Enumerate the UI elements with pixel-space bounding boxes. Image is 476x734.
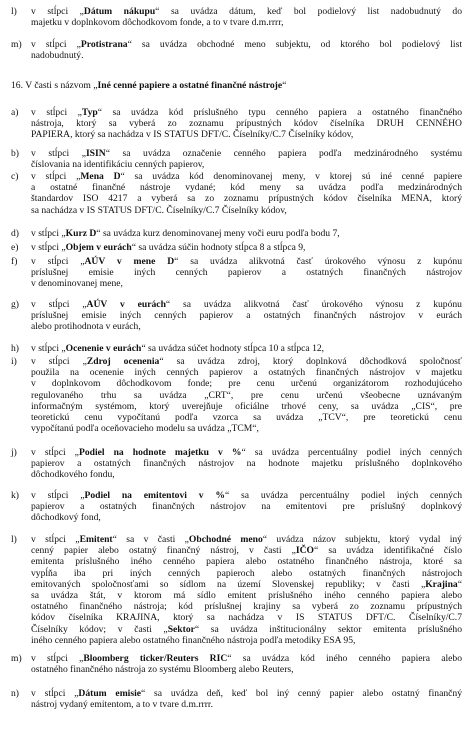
- list-item-text: [31, 490, 462, 524]
- text-segment: vypočítanú podľa oceňovacieho modelu sa uvádza „TCM“,: [31, 423, 259, 435]
- text-segment: “ sa uvádza alikvotná časť úrokového výnosu z kupónu: [165, 299, 462, 310]
- list-item-marker: a): [11, 107, 19, 118]
- text-line: [31, 447, 462, 458]
- text-line: [31, 193, 462, 204]
- text-line: [31, 501, 462, 512]
- text-segment: štandardov ISO 4217 a vyberá sa zo zoznamu prípustných kódov číselníka MENA, ktorý: [31, 193, 462, 205]
- text-segment: “ sa uvádza súčin hodnoty stĺpca 8 a stĺpca 9,: [131, 242, 306, 253]
- list-item-marker: h): [11, 343, 19, 354]
- text-segment: v denominovanej mene,: [31, 278, 123, 290]
- text-segment: a ostatné finančné nástroje vydané; kód meny sa uvádza podľa medzinárodných: [31, 182, 462, 194]
- text-segment: príslušnej emisie iných cenných papierov a ostatných finančných nástrojov: [31, 267, 462, 279]
- text-segment: emitovaných spoločnosťami so sídlom na území Slovenskej republiky; v časti „: [31, 578, 426, 590]
- text-line: [31, 50, 462, 61]
- text-line: [31, 129, 462, 140]
- text-segment: “ sa uvádza identifikačné číslo: [313, 545, 462, 557]
- list-item-text: [31, 39, 462, 61]
- text-line: [31, 568, 462, 579]
- section-heading-suffix: “: [282, 80, 287, 91]
- text-line: [31, 171, 462, 182]
- text-segment: “ sa uvádza alikvotná časť úrokového výnosu z kupónu: [174, 256, 462, 267]
- text-segment: v stĺpci „: [31, 534, 80, 545]
- text-segment: v stĺpci „: [31, 299, 87, 310]
- text-segment: “ sa uvádza dátum, keď bol podielový list nadobudnutý do: [155, 6, 463, 17]
- text-line: [31, 6, 462, 17]
- text-segment: sa nachádza v IS STATUS DFT/C. Číselníky/C.7 Číselníky kódov,: [31, 204, 287, 216]
- list-item-text: [31, 6, 462, 28]
- list-item-text: [31, 171, 462, 216]
- list-item-text: [31, 356, 462, 434]
- bold-term: Bloomberg ticker/Reuters RIC: [83, 653, 228, 664]
- text-line: [31, 601, 462, 612]
- text-segment: majetku v doplnkovom dôchodkovom fonde, a to v tvare d.m.rrrr,: [31, 17, 284, 29]
- list-item-text: [31, 447, 462, 481]
- bold-term: AÚV v mene D: [84, 256, 175, 267]
- text-segment: “ sa uvádza kurz denominovanej meny voči euru podľa bodu 7,: [96, 228, 340, 239]
- text-line: [31, 635, 462, 646]
- text-line: [31, 534, 462, 545]
- text-segment: emitenta príslušného iného cenného papiera alebo ostatného finančného nástroja, ktoré sa: [31, 556, 462, 568]
- text-segment: v stĺpci „: [31, 256, 85, 267]
- list-item-marker: b): [11, 148, 19, 159]
- bold-term: Typ: [81, 107, 98, 118]
- section-heading-prefix: 16. V časti s názvom „: [11, 80, 98, 91]
- text-segment: “ sa uvádza deň, keď bol iný cenný papier alebo ostatný finančný: [141, 688, 462, 699]
- text-segment: v stĺpci „: [31, 356, 87, 367]
- bold-term: Protistrana: [80, 39, 128, 50]
- list-item-text: [31, 242, 462, 253]
- text-segment: v stĺpci „: [31, 688, 79, 699]
- text-line: [31, 159, 462, 170]
- text-segment: “ sa uvádza súčet hodnoty stĺpca 10 a stĺpca 12,: [141, 343, 325, 354]
- text-segment: v stĺpci „: [31, 242, 66, 253]
- text-line: [31, 469, 462, 480]
- list-item-marker: g): [11, 299, 19, 310]
- list-item-text: [31, 299, 462, 333]
- bold-term: Obchodné meno: [188, 534, 263, 545]
- text-line: [31, 205, 462, 216]
- list-item-marker: l): [11, 6, 17, 17]
- text-line: [31, 343, 462, 354]
- text-segment: v doplnkovom dôchodkovom fonde; pre cenu určenú organizátorom rozhodujúceho: [31, 378, 462, 390]
- text-line: [31, 390, 462, 401]
- text-segment: teoretickú cenu vypočítanú podľa vzorca sa uvádza „TCV“, pre teoretickú cenu: [31, 412, 462, 424]
- text-segment: “ sa uvádza inštitucionálny sektor emitenta príslušného: [194, 623, 462, 635]
- bold-term: Emitent: [79, 534, 113, 545]
- text-segment: dôchodkový fond,: [31, 512, 101, 524]
- bold-term: Podiel na emitentovi v %: [84, 490, 225, 501]
- text-line: [31, 242, 462, 253]
- text-segment: nadobudnutý.: [31, 50, 84, 62]
- text-segment: ostatného finančného nástroja zo systému Bloomberg alebo Reuters,: [31, 664, 294, 676]
- text-line: [31, 310, 462, 321]
- bold-term: Ocenenie v eurách: [65, 343, 142, 354]
- text-segment: “ sa v časti „: [112, 534, 189, 545]
- text-segment: vypĺňa iba pri iných cenných papieroch alebo ostatných finančných nástrojoch: [31, 567, 462, 579]
- list-item-text: [31, 688, 462, 710]
- text-segment: “ sa uvádza zdroj, ktorý doplnková dôchodková spoločnosť: [159, 356, 462, 367]
- text-segment: iného cenného papiera alebo ostatného finančného nástroja podľa metodiky ESA 95,: [31, 634, 356, 646]
- list-item-marker: l): [11, 534, 17, 545]
- text-line: [31, 401, 462, 412]
- text-segment: “ sa uvádza percentuálny podiel iných cenných: [241, 447, 463, 458]
- text-segment: v stĺpci „: [31, 148, 86, 159]
- text-segment: v stĺpci „: [31, 228, 66, 239]
- bold-term: AÚV v eurách: [86, 299, 166, 310]
- text-line: [31, 556, 462, 567]
- list-item-marker: m): [11, 653, 22, 664]
- bold-term: Objem v eurách: [65, 242, 132, 253]
- text-segment: Číselníky kódov; v časti „: [31, 623, 168, 635]
- text-segment: sa uvádza štát, v ktorom má sídlo emitent príslušného iného cenného papiera alebo: [31, 590, 462, 602]
- text-line: [31, 653, 462, 664]
- text-segment: v stĺpci „: [31, 107, 82, 118]
- text-segment: PAPIERA, ktorý sa nachádza v IS STATUS DFT/C. Číselníky/C.7 Číselníky kódov,: [31, 129, 354, 141]
- text-line: [31, 688, 462, 699]
- text-segment: v stĺpci „: [31, 343, 66, 354]
- text-line: [31, 17, 462, 28]
- list-item-marker: e): [11, 242, 19, 253]
- text-line: [31, 118, 462, 129]
- list-item-marker: j): [11, 447, 17, 458]
- list-item-marker: f): [11, 256, 18, 267]
- list-item-text: [31, 343, 462, 354]
- text-line: [31, 423, 462, 434]
- text-line: [31, 39, 462, 50]
- list-item-text: [31, 228, 462, 239]
- text-line: [31, 148, 462, 159]
- text-line: [31, 412, 462, 423]
- text-segment: v stĺpci „: [31, 490, 85, 501]
- text-segment: použila na ocenenie iných cenných papierov a ostatných finančných nástrojov v majetku: [31, 367, 462, 379]
- text-segment: “ sa uvádza kód iného cenného papiera alebo: [227, 653, 463, 664]
- bold-term: Zdroj ocenenia: [86, 356, 160, 367]
- bold-term: Podiel na hodnote majetku v %: [78, 447, 242, 458]
- text-segment: kódov číselníka KRAJINA, ktorý sa nachádza v IS STATUS DFT/C. Číselníky/C.7: [31, 612, 462, 624]
- text-segment: “ uvádza názov subjektu, ktorý vydal iný: [262, 534, 462, 545]
- list-item-text: [31, 653, 462, 675]
- text-segment: číslovania na identifikáciu cenných papierov,: [31, 159, 205, 171]
- list-item-marker: i): [11, 356, 17, 367]
- bold-term: Dátum emisie: [78, 688, 142, 699]
- bold-term: Sektor: [167, 623, 195, 635]
- text-segment: dôchodkového fondu,: [31, 469, 115, 481]
- text-line: [31, 107, 462, 118]
- text-segment: cenný papier alebo ostatný finančný nástroj, v časti „: [31, 545, 296, 557]
- bold-term: IČO: [295, 545, 314, 557]
- text-line: [31, 490, 462, 501]
- text-segment: v stĺpci „: [31, 447, 79, 458]
- section-heading-title: Iné cenné papiere a ostatné finančné nástroje: [97, 80, 283, 91]
- text-line: [31, 699, 462, 710]
- list-item-marker: c): [11, 171, 19, 182]
- text-line: [31, 299, 462, 310]
- text-line: [31, 378, 462, 389]
- text-line: [31, 458, 462, 469]
- text-line: [31, 590, 462, 601]
- text-segment: nástroja, ktorý sa vyberá zo zoznamu prípustných kódov číselníka DRUH CENNÉHO: [31, 118, 462, 130]
- list-item-text: [31, 256, 462, 290]
- text-line: [31, 228, 462, 239]
- bold-term: Mena D: [80, 171, 121, 182]
- list-item-text: [31, 107, 462, 141]
- text-line: [31, 664, 462, 675]
- text-segment: alebo protihodnota v eurách,: [31, 321, 141, 333]
- text-line: [31, 182, 462, 193]
- text-segment: “ sa uvádza obchodné meno subjektu, od ktorého bol podielový list: [127, 39, 462, 50]
- list-item-marker: n): [11, 688, 19, 699]
- list-item-marker: m): [11, 39, 22, 50]
- list-item-text: [31, 534, 462, 646]
- text-line: [31, 624, 462, 635]
- text-segment: “ sa uvádza kód príslušného typu cenného papiera a ostatného finančného: [97, 107, 462, 118]
- text-line: [31, 545, 462, 556]
- text-line: [31, 512, 462, 523]
- text-segment: v stĺpci „: [31, 6, 84, 17]
- text-segment: papierov a ostatných finančných nástrojov na hodnote majetku príslušného doplnkového: [31, 458, 462, 470]
- list-item-marker: d): [11, 228, 19, 239]
- text-segment: príslušnej emisie iných cenných papierov a ostatných finančných nástrojov v eurách: [31, 310, 462, 322]
- text-segment: informačným systémom, ktorý uverejňuje oficiálne trhové ceny, sa uvádza „CIS“, pre: [31, 400, 462, 412]
- text-segment: regulovaného trhu sa uvádza „CRT“, pre cenu určenú všeobecne uznávaným: [31, 389, 462, 401]
- text-segment: “ sa uvádza kód denominovanej meny, v ktorej sú iné cenné papiere: [120, 171, 462, 182]
- text-segment: “: [457, 578, 462, 590]
- section-heading: [11, 80, 461, 91]
- bold-term: Kurz D: [65, 228, 97, 239]
- text-segment: “ sa uvádza označenie cenného papiera podľa medzinárodného systému: [105, 148, 462, 159]
- text-line: [31, 612, 462, 623]
- text-line: [31, 356, 462, 367]
- text-line: [31, 267, 462, 278]
- text-segment: “ sa uvádza percentuálny podiel iných cenných: [224, 490, 463, 501]
- list-item-marker: k): [11, 490, 19, 501]
- text-segment: papierov a ostatných finančných nástrojov na emitentovi pre príslušný doplnkový: [31, 501, 462, 513]
- text-line: [31, 321, 462, 332]
- text-segment: v stĺpci „: [31, 171, 81, 182]
- text-segment: ostatného finančného nástroja; kód príslušnej krajiny sa vyberá zo zoznamu prípustných: [31, 601, 462, 613]
- bold-term: ISIN: [85, 148, 106, 159]
- bold-term: Dátum nákupu: [83, 6, 156, 17]
- text-line: [31, 579, 462, 590]
- text-segment: v stĺpci „: [31, 39, 81, 50]
- list-item-text: [31, 148, 462, 170]
- text-segment: v stĺpci „: [31, 653, 84, 664]
- text-line: [31, 367, 462, 378]
- bold-term: Krajina: [425, 578, 458, 590]
- text-line: [31, 256, 462, 267]
- text-segment: nástroj vydaný emitentom, a to v tvare d.m.rrrr.: [31, 699, 213, 711]
- text-line: [31, 278, 462, 289]
